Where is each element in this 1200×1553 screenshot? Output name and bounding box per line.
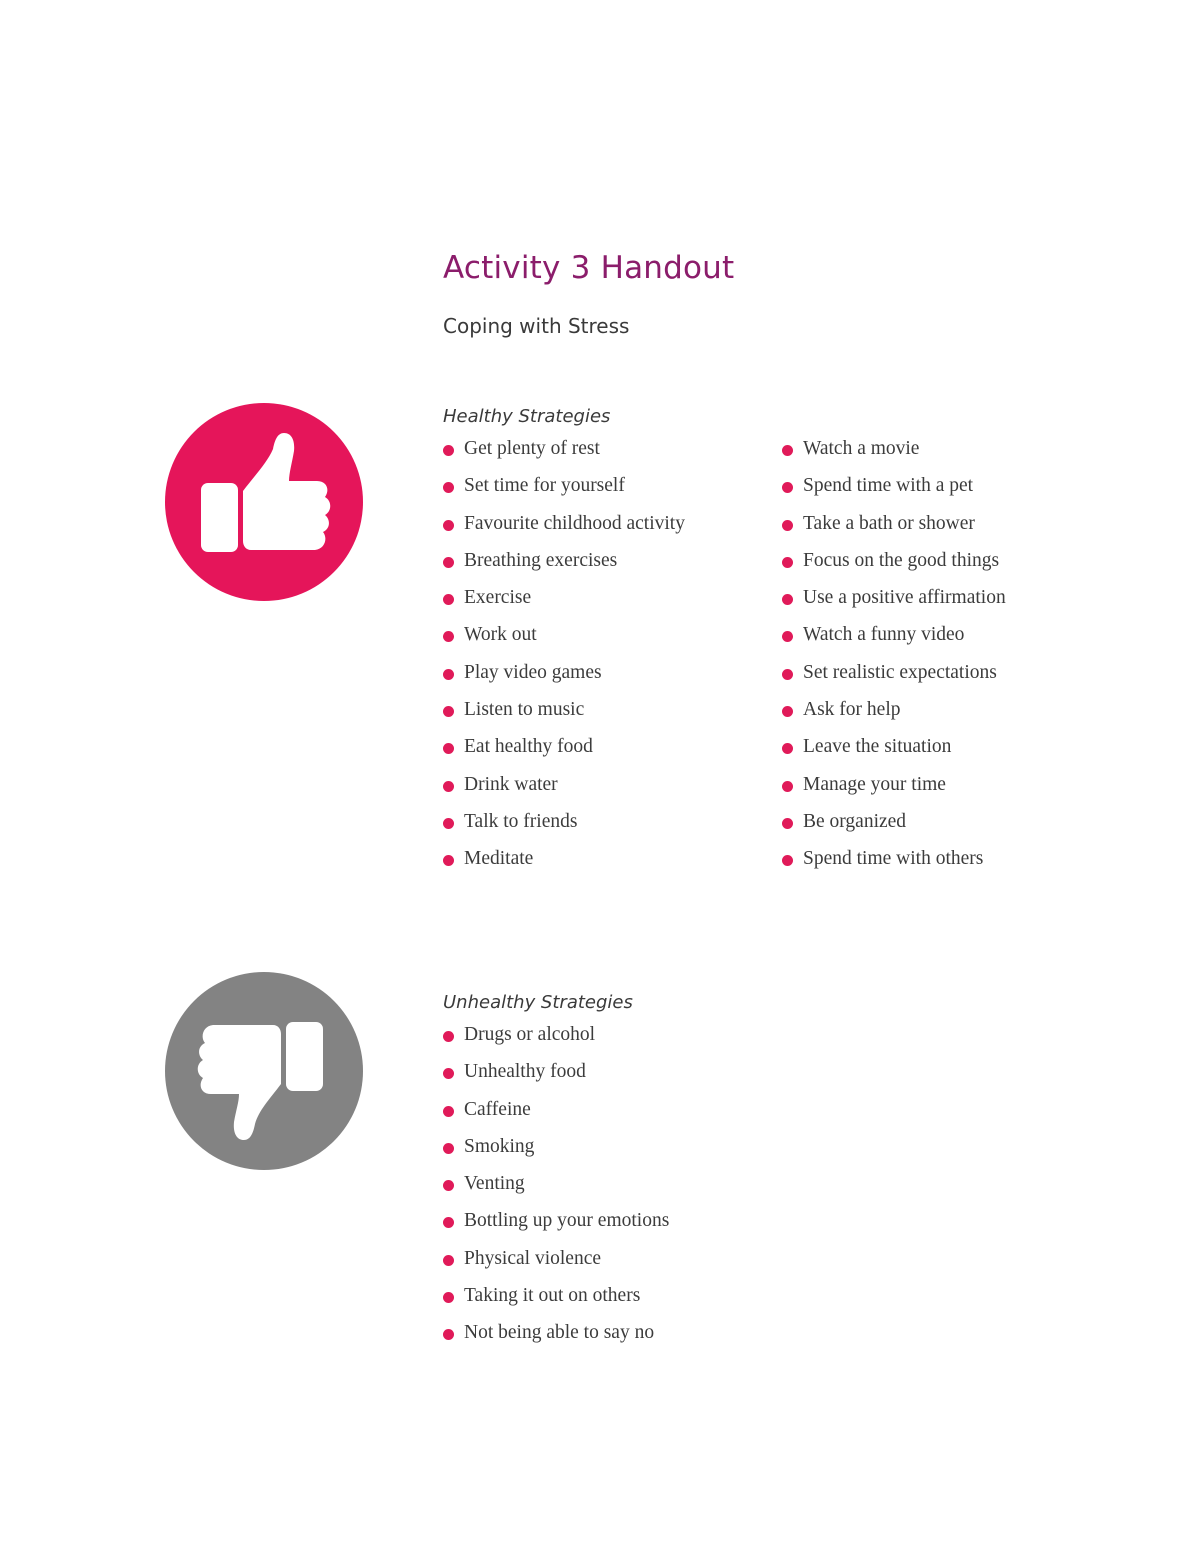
list-item: Physical violence xyxy=(443,1247,669,1284)
list-item: Not being able to say no xyxy=(443,1321,669,1358)
list-item: Meditate xyxy=(443,847,685,884)
list-item: Venting xyxy=(443,1172,669,1209)
list-item: Work out xyxy=(443,623,685,660)
list-item: Favourite childhood activity xyxy=(443,512,685,549)
list-item: Set realistic expectations xyxy=(782,661,1006,698)
unhealthy-strategies-heading: Unhealthy Strategies xyxy=(443,992,633,1013)
thumbs-up-icon xyxy=(165,403,363,601)
list-item: Ask for help xyxy=(782,698,1006,735)
list-item: Leave the situation xyxy=(782,735,1006,772)
list-item: Watch a funny video xyxy=(782,623,1006,660)
healthy-list-column-1 xyxy=(443,437,685,885)
list-item: Drugs or alcohol xyxy=(443,1023,669,1060)
list-item: Drink water xyxy=(443,773,685,810)
list-item: Unhealthy food xyxy=(443,1060,669,1097)
list-item: Use a positive affirmation xyxy=(782,586,1006,623)
list-item: Spend time with a pet xyxy=(782,474,1006,511)
list-item: Set time for yourself xyxy=(443,474,685,511)
list-item: Play video games xyxy=(443,661,685,698)
list-item: Get plenty of rest xyxy=(443,437,685,474)
list-item: Focus on the good things xyxy=(782,549,1006,586)
list-item: Taking it out on others xyxy=(443,1284,669,1321)
list-item: Take a bath or shower xyxy=(782,512,1006,549)
list-item: Smoking xyxy=(443,1135,669,1172)
list-item: Talk to friends xyxy=(443,810,685,847)
list-item: Spend time with others xyxy=(782,847,1006,884)
list-item: Eat healthy food xyxy=(443,735,685,772)
page-title: Activity 3 Handout xyxy=(443,250,735,286)
list-item: Be organized xyxy=(782,810,1006,847)
list-item: Watch a movie xyxy=(782,437,1006,474)
list-item: Listen to music xyxy=(443,698,685,735)
page-subtitle: Coping with Stress xyxy=(443,314,630,338)
list-item: Manage your time xyxy=(782,773,1006,810)
list-item: Caffeine xyxy=(443,1098,669,1135)
list-item: Breathing exercises xyxy=(443,549,685,586)
healthy-strategies-heading: Healthy Strategies xyxy=(443,406,611,427)
thumbs-down-icon xyxy=(165,972,363,1170)
healthy-list-column-2 xyxy=(782,437,1006,885)
list-item: Bottling up your emotions xyxy=(443,1209,669,1246)
unhealthy-list xyxy=(443,1023,669,1359)
list-item: Exercise xyxy=(443,586,685,623)
